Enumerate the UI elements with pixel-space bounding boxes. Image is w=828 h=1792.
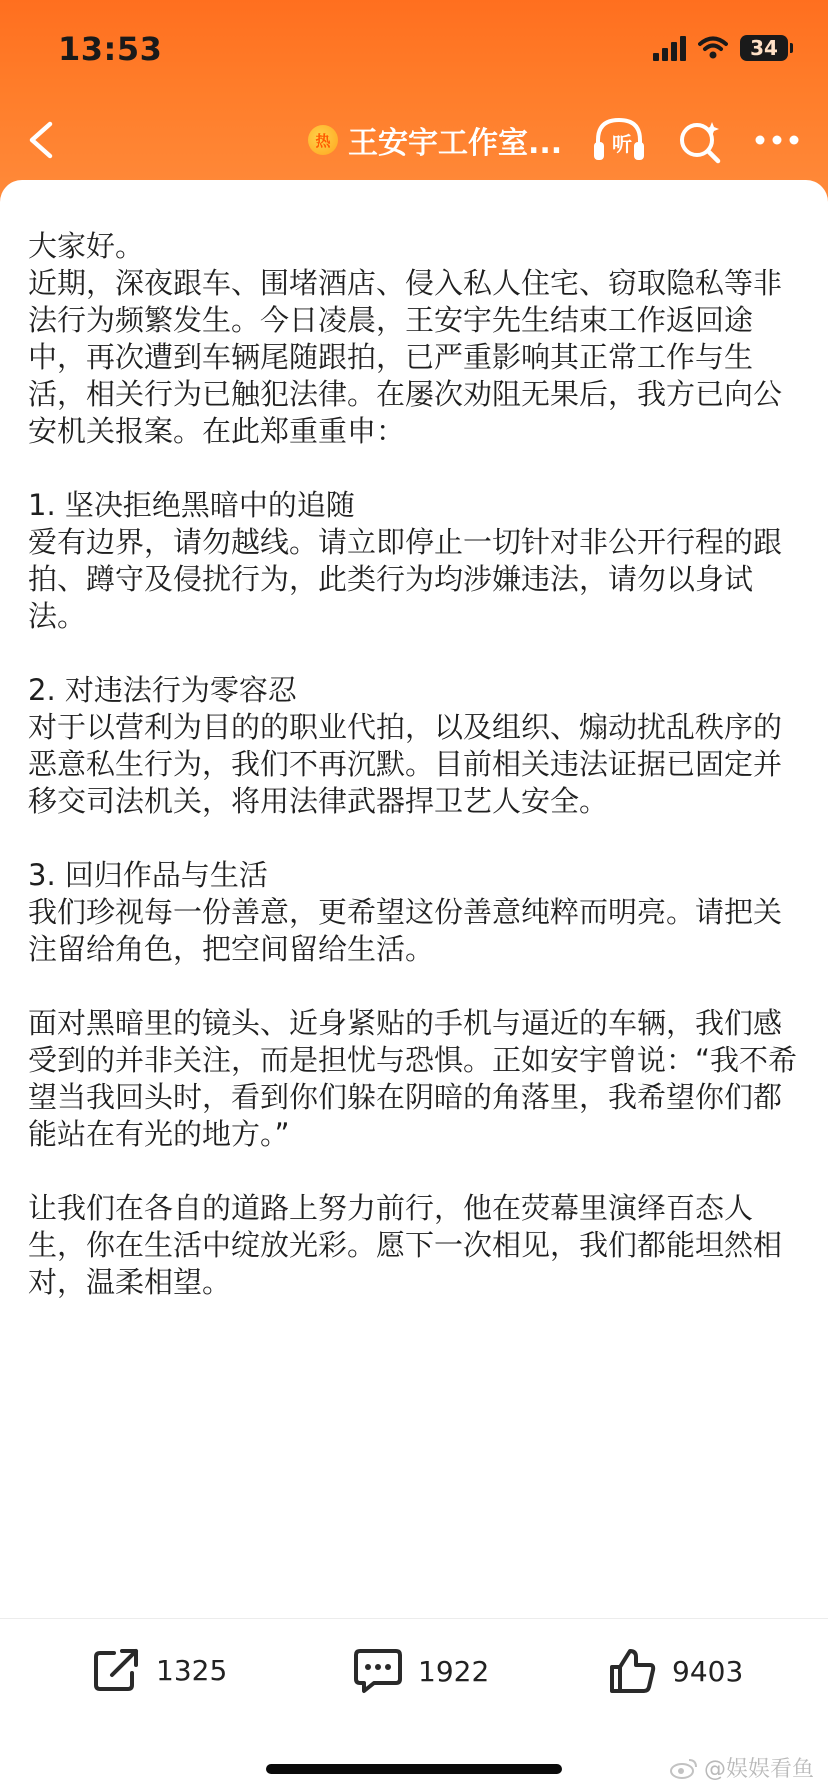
- hot-badge-icon: 热: [308, 125, 338, 155]
- nav-title-group[interactable]: [308, 118, 562, 162]
- signal-icon: [653, 35, 686, 61]
- paragraph-point-1: 1. 坚决拒绝黑暗中的追随 爱有边界，请勿越线。请立即停止一切针对非公开行程的跟拍、蹲守及侵扰行为，此类行为均涉嫌违法，请勿以身试法。: [28, 488, 783, 633]
- paragraph-quote: 面对黑暗里的镜头、近身紧贴的手机与逼近的车辆，我们感受到的并非关注，而是担忧与恐惧。正如安宇曾说：“我不希望当我回头时，看到你们躲在阴暗的角落里，我希望你们都能站在有光的地方。”: [28, 1006, 798, 1151]
- paragraph-closing: 让我们在各自的道路上努力前行，他在荧幕里演绎百态人生，你在生活中绽放光彩。愿下一次相见，我们都能坦然相对，温柔相望。: [28, 1191, 783, 1299]
- share-icon: [92, 1647, 142, 1693]
- comment-button[interactable]: [352, 1647, 489, 1695]
- like-button[interactable]: [608, 1647, 743, 1695]
- back-button[interactable]: [20, 110, 60, 170]
- action-bar: [0, 1618, 828, 1721]
- watermark-text: @娱娱看鱼: [703, 1757, 814, 1782]
- like-count: 9403: [672, 1654, 744, 1688]
- search-button[interactable]: [676, 110, 724, 170]
- comment-count: 1922: [418, 1654, 490, 1688]
- listen-button[interactable]: [590, 110, 648, 170]
- page-title: 王安宇工作室...: [348, 126, 563, 161]
- paragraph-point-2: 2. 对违法行为零容忍 对于以营利为目的的职业代拍，以及组织、煽动扰乱秩序的恶意私生行为，我们不再沉默。目前相关违法证据已固定并移交司法机关，将用法律武器捍卫艺人安全。: [28, 673, 783, 818]
- watermark: [670, 1752, 814, 1783]
- status-icons: [653, 30, 788, 66]
- paragraph-point-3: 3. 回归作品与生活 我们珍视每一份善意，更希望这份善意纯粹而明亮。请把关注留给角色，把空间留给生活。: [28, 858, 783, 966]
- listen-label: 听: [612, 132, 632, 156]
- weibo-logo-icon: [670, 1757, 698, 1779]
- share-count: 1325: [156, 1653, 228, 1687]
- chevron-left-icon: [20, 110, 60, 170]
- share-button[interactable]: [92, 1647, 227, 1693]
- home-indicator[interactable]: [266, 1764, 562, 1774]
- header-bar: [0, 0, 828, 200]
- status-time: 13:53: [58, 30, 163, 68]
- thumbs-up-icon: [608, 1647, 658, 1695]
- battery-icon: 34: [740, 35, 788, 61]
- search-sparkle-icon: [676, 110, 724, 170]
- article-body: [28, 228, 798, 1301]
- more-button[interactable]: [752, 110, 802, 170]
- more-dots-icon: [752, 110, 802, 170]
- wifi-icon: [698, 36, 728, 60]
- comment-icon: [352, 1647, 404, 1695]
- paragraph-intro: 大家好。 近期，深夜跟车、围堵酒店、侵入私人住宅、窃取隐私等非法行为频繁发生。今日凌晨，王安宇先生结束工作返回途中，再次遭到车辆尾随跟拍，已严重影响其正常工作与生活，相关行为已触犯法律。在屡次劝阻无果后，我方已向公安机关报案。在此郑重重申：: [28, 229, 783, 448]
